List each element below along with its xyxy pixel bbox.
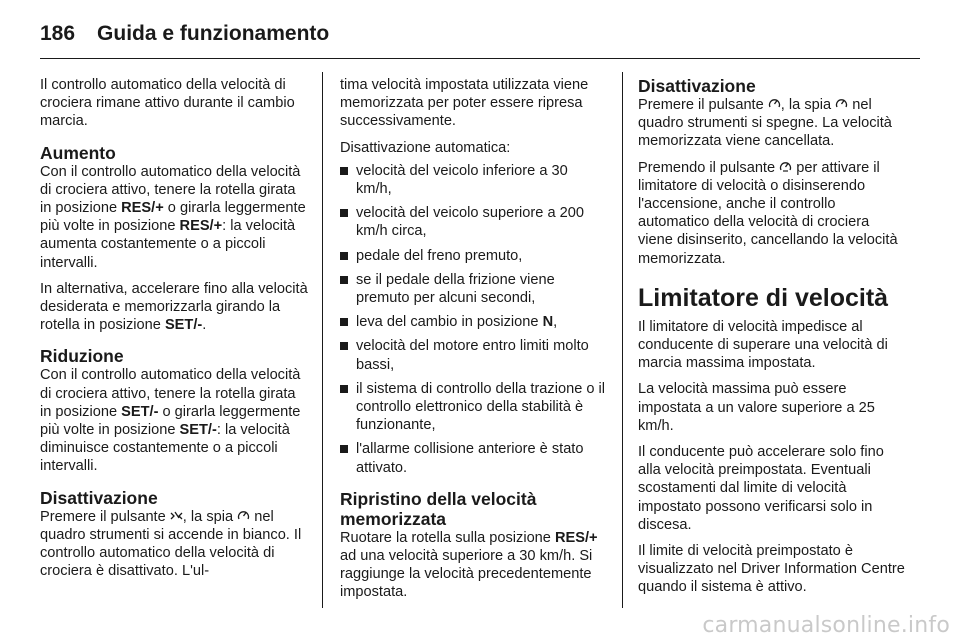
cruise-control-indicator-icon [835, 97, 848, 111]
cancel-button-icon [170, 510, 183, 523]
list-item: pedale del freno premuto, [340, 247, 606, 265]
heading-aumento: Aumento [40, 142, 116, 163]
aumento-paragraph-2: In alternativa, accelerare fino alla velocità desiderata e memorizzarla girando la rotella in posizione SET/-. [40, 280, 308, 334]
disattivazione-paragraph-1: Premere il pulsante , la spia nel quadro strumenti si accende in bianco. Il controllo automatico della velocità di crociera è disattivato. L'ul- [40, 508, 302, 580]
auto-deactivation-label: Disattivazione automatica: [340, 139, 511, 156]
list-item: l'allarme collisione anteriore è stato attivato. [340, 440, 606, 476]
heading-limitatore: Limitatore di velocità [638, 283, 889, 312]
disattivazione-paragraph-2: Premere il pulsante , la spia nel quadro strumenti si spegne. La velocità memorizzata viene cancellata. [638, 97, 892, 150]
limitatore-paragraph-1: Il limitatore di velocità impedisce al conducente di superare una velocità di marcia massima impostata. [638, 318, 888, 372]
auto-deactivation-list [340, 162, 606, 477]
continuation-paragraph: tima velocità impostata utilizzata viene memorizzata per poter essere ripresa successivamente. [340, 77, 589, 130]
list-item: velocità del motore entro limiti molto bassi, [340, 337, 606, 373]
list-item: il sistema di controllo della trazione o il controllo elettronico della stabilità è funzionante, [340, 380, 606, 435]
cruise-control-indicator-icon [237, 509, 250, 523]
list-item: velocità del veicolo inferiore a 30 km/h, [340, 162, 606, 198]
column-divider-1 [322, 72, 323, 608]
page-number: 186 [40, 22, 76, 45]
column-divider-2 [622, 72, 623, 608]
list-item: se il pedale della frizione viene premuto per alcuni secondi, [340, 271, 606, 307]
list-item: leva del cambio in posizione N, [340, 313, 606, 331]
list-item: velocità del veicolo superiore a 200 km/h circa, [340, 204, 606, 240]
page-header [40, 14, 920, 54]
heading-ripristino: Ripristino della velocità memorizzata [340, 488, 537, 529]
watermark: carmanualsonline.info [702, 613, 950, 638]
cruise-control-button-icon [768, 97, 781, 111]
column-2 [340, 76, 606, 610]
column-3 [638, 76, 906, 605]
aumento-paragraph-1: Con il controllo automatico della velocità di crociera attivo, tenere la rotella girata in posizione RES/+ o girarla leggermente più volte in posizione RES/+: la velocità aumenta costantemente o a piccoli intervalli. [40, 163, 306, 271]
disattivazione-paragraph-3: Premendo il pulsante per attivare il limitatore di velocità o disinserendo l'accensione, anche il controllo automatico della velocità di crociera viene disinserito, cancellando la velocità memorizzata. [638, 159, 898, 267]
heading-disattivazione-1: Disattivazione [40, 487, 158, 508]
limitatore-paragraph-3: Il conducente può accelerare solo fino alla velocità preimpostata. Eventuali scostamenti dal limite di velocità impostato possono verificarsi solo in discesa. [638, 444, 884, 533]
heading-disattivazione-2: Disattivazione [638, 76, 756, 96]
ripristino-paragraph: Ruotare la rotella sulla posizione RES/+ ad una velocità superiore a 30 km/h. Si raggiunge la velocità precedentemente impostata. [340, 529, 598, 601]
limitatore-paragraph-4: Il limite di velocità preimpostato è visualizzato nel Driver Information Centre quando il sistema è attivo. [638, 543, 905, 596]
riduzione-paragraph: Con il controllo automatico della velocità di crociera attivo, tenere la rotella girata in posizione SET/- o girarla leggermente più volte in posizione SET/-: la velocità diminuisce costantemente o a piccoli intervalli. [40, 367, 301, 475]
header-rule [40, 58, 920, 59]
column-1 [40, 76, 308, 588]
speed-limiter-button-icon [779, 160, 792, 174]
page-title: Guida e funzionamento [97, 22, 330, 45]
heading-riduzione: Riduzione [40, 346, 124, 367]
intro-paragraph: Il controllo automatico della velocità di crociera rimane attivo durante il cambio marcia. [40, 77, 295, 130]
limitatore-paragraph-2: La velocità massima può essere impostata a un valore superiore a 25 km/h. [638, 381, 875, 434]
